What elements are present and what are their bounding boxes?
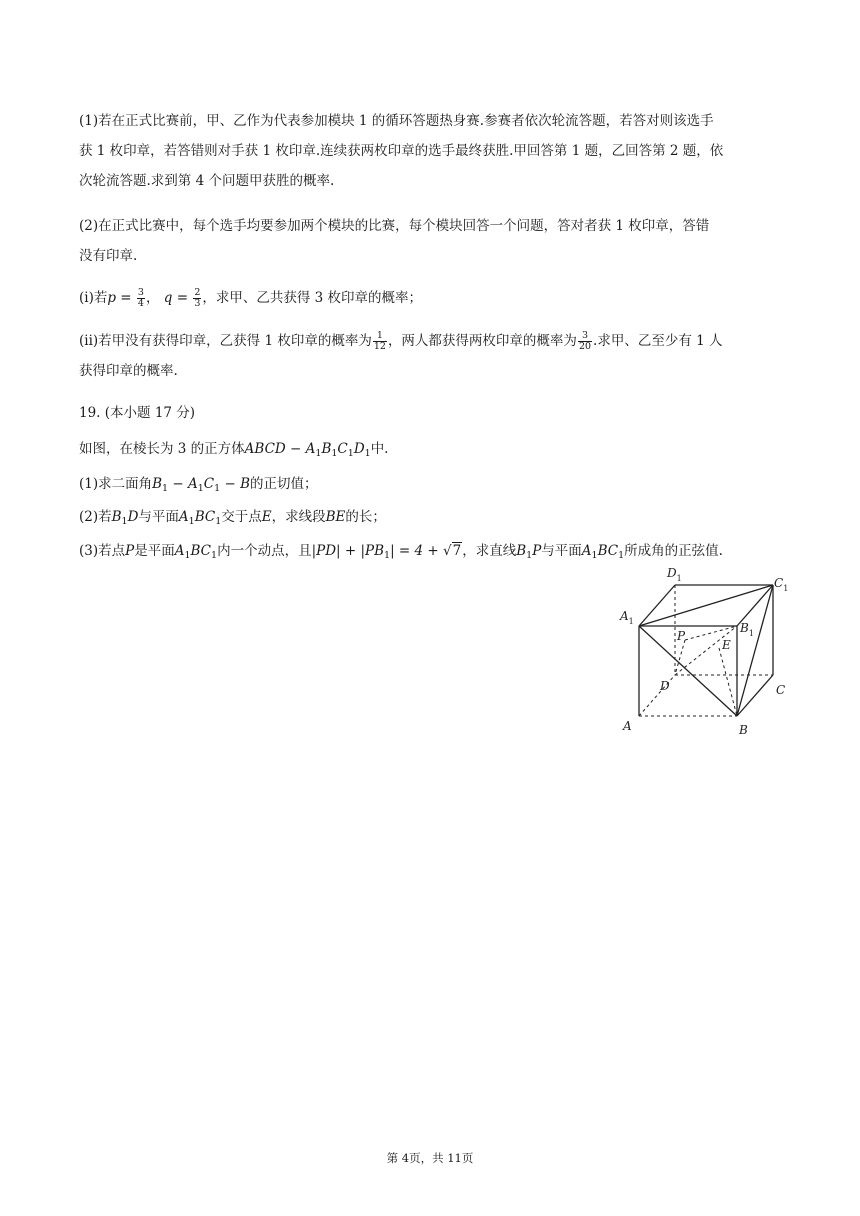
q19-item3-suffix: 所成角的正弦值. [624,543,723,559]
label-B: B [739,723,748,737]
part2-label: (2) [79,218,99,234]
part1-line2: 获 1 枚印章，若答错则对手获 1 枚印章.连续获两枚印章的选手最终获胜.甲回答第 1 题，乙回答第 2 题，依 [79,143,724,159]
label-C: C [776,683,786,697]
sub-ii-label: (ii) [79,333,99,349]
q19-item3-mid3: ，求直线 [462,543,517,559]
q19-item3 [79,541,784,561]
fraction-q [193,288,201,309]
fraction-q-den: 3 [194,298,201,309]
part1-line1: 若在正式比赛前，甲、乙作为代表参加模块 1 的循环答题热身赛.参赛者依次轮流答题，若答对则该选手 [98,113,714,129]
eq-right: | = 4 + [390,543,439,559]
fraction-1-12-den: 12 [373,341,386,352]
q19-intro-prefix: 如图，在棱长为 3 的正方体 [79,441,245,457]
part2-line2: 没有印章. [79,248,138,264]
distance-equation: $|PD| + |PB_1| = 4 + √7$ [311,543,462,561]
q19-item2-mid2: 交于点 [221,509,262,525]
fraction-p-num: 3 [137,287,144,298]
fraction-p [137,288,145,309]
plane-A1BC1-c: $A_1BC_1$ [581,543,625,561]
label-B1: $B_1$ [740,621,754,638]
part2-paragraph [79,211,784,271]
q19-item3-mid1: 是平面 [134,543,175,559]
fraction-q-num: 2 [194,287,201,298]
sub-ii-text1: 若甲没有获得印章，乙获得 1 枚印章的概率为 [98,333,372,349]
q19-item3-prefix: (3)若点 [79,543,126,559]
sub-i-sep: ， [145,290,160,306]
label-P: P [677,629,686,643]
line-B1P: $B_1P$ [516,543,542,561]
q19-item3-mid4: 与平面 [541,543,582,559]
fraction-1-12 [373,331,387,352]
q19-item2-prefix: (2)若 [79,509,112,525]
eq-left: |PD| + |PB [311,543,385,559]
part1-line3: 次轮流答题.求到第 4 个问题甲获胜的概率. [79,173,335,189]
q19-intro-suffix: 中. [370,441,389,457]
fraction-3-20 [578,331,592,352]
sub-i-prefix: 若 [93,290,108,306]
page-footer: 第 4页，共 11页 [386,1151,474,1165]
plane-A1BC1: $A_1BC_1$ [178,509,222,527]
sub-i-suffix: ，求甲、乙共获得 3 枚印章的概率； [202,290,423,306]
part1-paragraph [79,106,784,196]
sub-ii-line2: 获得印章的概率. [79,363,178,379]
fraction-p-den: 4 [137,298,144,309]
plane-A1BC1-b: $A_1BC_1$ [174,543,218,561]
line-B1D: $B_1D$ [111,509,139,527]
dihedral-angle: $B_1 - A_1C_1 - B$ [152,476,251,494]
segment-PD [675,640,685,675]
fraction-1-12-num: 1 [373,331,387,342]
q19-item2 [79,507,784,527]
sub-question-ii [79,326,784,386]
fraction-3-20-num: 3 [578,331,592,342]
label-D: D [660,679,670,693]
fraction-3-20-den: 20 [578,341,592,352]
point-P: P [125,543,135,559]
sub-ii-text2: ，两人都获得两枚印章的概率为 [387,333,577,349]
point-E: E [261,509,272,525]
sqrt-7: 7 [452,543,462,559]
q19-item3-mid2: 内一个动点，且 [217,543,312,559]
q19-item1-suffix: 的正切值； [250,476,318,492]
part1-label: (1) [79,113,99,129]
segment-A1C1 [639,585,773,626]
q19-item1 [79,474,784,494]
q19-item2-mid1: 与平面 [138,509,179,525]
label-D1: $D_1$ [667,566,682,583]
label-E: E [722,638,731,652]
sub-i-label: (i) [79,290,94,306]
segment-EB [719,648,737,716]
q19-heading: 19. (本小题 17 分) [79,405,196,421]
cube-figure [615,560,795,740]
label-A1: $A_1$ [620,609,634,626]
label-A: A [623,719,632,733]
var-p: p [107,290,117,306]
q19-item2-mid3: ，求线段 [271,509,326,525]
part2-line1: 在正式比赛中，每个选手均要参加两个模块的比赛，每个模块回答一个问题，答对者获 1 枚印章，答错 [98,218,710,234]
q19-item2-suffix: 的长； [345,509,386,525]
segment-BE: BE [325,509,346,525]
q19-intro [79,439,784,459]
sub-ii-text3: .求甲、乙至少有 1 人 [593,333,723,349]
sub-question-i: (i)若p = $\frac{3}{4}$ ， q = $\frac{2}{3}$ ，求甲、乙共获得 3 枚印章的概率； [79,287,423,309]
label-C1: $C_1$ [774,576,789,593]
var-q: q [163,290,173,306]
q19-item1-prefix: (1)求二面角 [79,476,153,492]
cube-name: ABCD − $A_1B_1C_1D_1$ [244,441,371,459]
